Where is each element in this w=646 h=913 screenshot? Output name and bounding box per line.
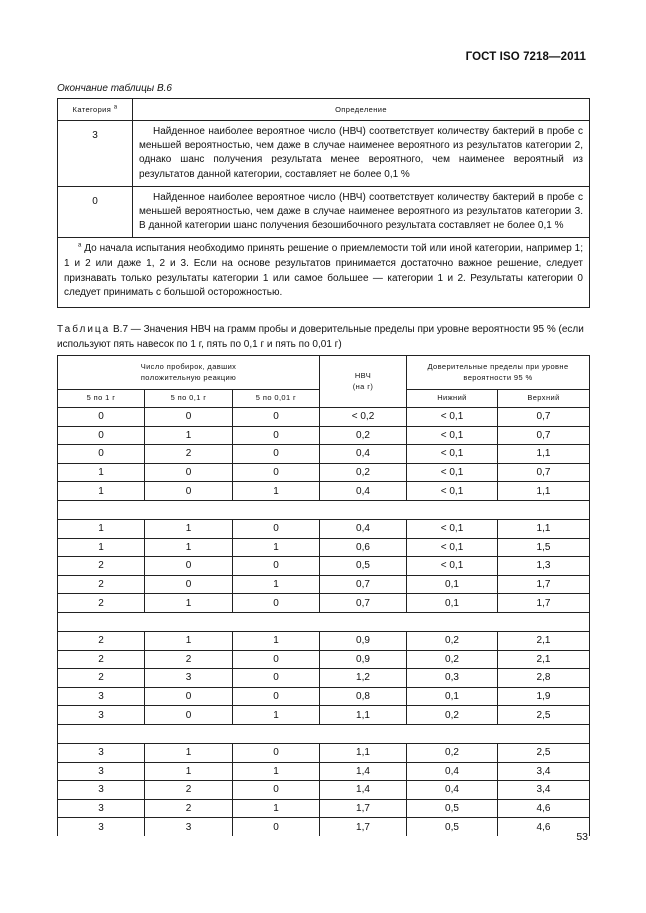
mpn-cell: 0,9 xyxy=(320,650,407,669)
col-001g-cell: 1 xyxy=(233,575,320,594)
col-01g-cell: 0 xyxy=(145,706,233,725)
lower-limit-cell: 0,4 xyxy=(407,781,498,800)
col-01g-cell: 0 xyxy=(145,557,233,576)
mpn-cell: 0,4 xyxy=(320,482,407,501)
upper-limit-cell: 1,5 xyxy=(498,538,590,557)
col-01g-cell: 1 xyxy=(145,426,233,445)
table-row xyxy=(58,575,590,594)
lower-limit-cell: 0,1 xyxy=(407,594,498,613)
col-1g-cell: 2 xyxy=(58,594,145,613)
mpn-cell: 1,7 xyxy=(320,818,407,836)
col-001g-cell: 0 xyxy=(233,743,320,762)
upper-limit-cell: 0,7 xyxy=(498,408,590,427)
definition-header: Определение xyxy=(133,99,590,121)
col-001g-cell: 0 xyxy=(233,650,320,669)
col-1g-cell: 1 xyxy=(58,538,145,557)
upper-limit-header: Верхний xyxy=(498,390,590,408)
upper-limit-cell: 3,4 xyxy=(498,762,590,781)
col-01g-cell: 1 xyxy=(145,538,233,557)
mpn-cell: 1,4 xyxy=(320,762,407,781)
mpn-cell: 1,1 xyxy=(320,743,407,762)
col-001g-cell: 1 xyxy=(233,631,320,650)
table-row xyxy=(58,631,590,650)
col-1g-cell: 3 xyxy=(58,743,145,762)
group-separator-row xyxy=(58,500,590,519)
col-001g-cell: 0 xyxy=(233,818,320,836)
upper-limit-cell: 0,7 xyxy=(498,426,590,445)
table-row xyxy=(58,687,590,706)
lower-limit-cell: < 0,1 xyxy=(407,482,498,501)
category-header: Категория $^а$ xyxy=(58,99,133,121)
table-b6-continuation-caption: Окончание таблицы В.6 xyxy=(57,83,172,94)
mpn-cell: 0,4 xyxy=(320,519,407,538)
lower-limit-cell: 0,5 xyxy=(407,799,498,818)
lower-limit-cell: 0,1 xyxy=(407,687,498,706)
mpn-cell: 1,2 xyxy=(320,669,407,688)
lower-limit-cell: < 0,1 xyxy=(407,408,498,427)
col-1g-cell: 2 xyxy=(58,631,145,650)
upper-limit-cell: 1,3 xyxy=(498,557,590,576)
definition-cell xyxy=(133,121,590,187)
col-001g-cell: 1 xyxy=(233,538,320,557)
table-b6-end xyxy=(57,98,590,308)
col-1g-cell: 3 xyxy=(58,781,145,800)
col-1g-cell: 0 xyxy=(58,426,145,445)
mpn-cell: 1,1 xyxy=(320,706,407,725)
upper-limit-cell: 1,1 xyxy=(498,519,590,538)
col-1g-cell: 2 xyxy=(58,575,145,594)
table-b7-body xyxy=(58,408,590,836)
table-row xyxy=(58,186,590,238)
definition-text: Найденное наиболее вероятное число (НВЧ) соответствует количеству бактерий в пробе с меньшей вероятностью, чем даже в случае наименее вероятного из результатов категории 3. В данной категории шанс получения безошибочного результата составляет не более 0,1 % xyxy=(139,191,583,232)
col-1g-cell: 2 xyxy=(58,557,145,576)
mpn-cell: 0,4 xyxy=(320,445,407,464)
col-001g-cell: 0 xyxy=(233,408,320,427)
col-01g-header: 5 по 0,1 г xyxy=(145,390,233,408)
mpn-cell: 0,2 xyxy=(320,426,407,445)
category-cell: 3 xyxy=(58,121,133,187)
table-row xyxy=(58,762,590,781)
col-01g-cell: 2 xyxy=(145,650,233,669)
mpn-cell: 0,5 xyxy=(320,557,407,576)
footnote-text: До начала испытания необходимо принять решение о приемлемости той или иной категории, например 1; 1 и 2 или даже 1, 2 и 3. Если на основе результатов принимается достаточно важное решение, следует признавать только результаты категории 1 или самое большее — категории 1 и 2. Результаты категории 0 следует принимать с большой осторожностью. xyxy=(64,243,583,299)
mpn-cell: 0,6 xyxy=(320,538,407,557)
group-separator xyxy=(58,724,590,743)
limits-group-header: Доверительные пределы при уровне вероятности 95 % xyxy=(407,356,590,390)
footnote-marker: а xyxy=(78,243,82,250)
col-01g-cell: 0 xyxy=(145,482,233,501)
col-1g-cell: 1 xyxy=(58,519,145,538)
table-row xyxy=(58,557,590,576)
mpn-unit: (на г) xyxy=(352,381,374,391)
definition-cell xyxy=(133,186,590,238)
col-01g-cell: 0 xyxy=(145,687,233,706)
lower-limit-cell: < 0,1 xyxy=(407,519,498,538)
table-row xyxy=(58,519,590,538)
table-row xyxy=(58,121,590,187)
upper-limit-cell: 1,9 xyxy=(498,687,590,706)
col-01g-cell: 3 xyxy=(145,818,233,836)
table-row xyxy=(58,706,590,725)
col-001g-cell: 0 xyxy=(233,669,320,688)
lower-limit-cell: < 0,1 xyxy=(407,538,498,557)
table-b7 xyxy=(57,355,590,836)
mpn-header xyxy=(320,356,407,408)
upper-limit-cell: 1,7 xyxy=(498,575,590,594)
upper-limit-cell: 1,7 xyxy=(498,594,590,613)
table-b6-header-row xyxy=(58,99,590,121)
table-row xyxy=(58,445,590,464)
table-row xyxy=(58,781,590,800)
col-1g-cell: 0 xyxy=(58,408,145,427)
col-001g-cell: 0 xyxy=(233,519,320,538)
upper-limit-cell: 2,5 xyxy=(498,743,590,762)
col-01g-cell: 2 xyxy=(145,781,233,800)
table-row xyxy=(58,426,590,445)
lower-limit-cell: 0,1 xyxy=(407,575,498,594)
upper-limit-cell: 4,6 xyxy=(498,818,590,836)
col-1g-cell: 3 xyxy=(58,762,145,781)
lower-limit-cell: 0,2 xyxy=(407,631,498,650)
mpn-cell: 0,7 xyxy=(320,575,407,594)
table-number: В.7 xyxy=(113,324,129,335)
definition-text: Найденное наиболее вероятное число (НВЧ) соответствует количеству бактерий в пробе с меньшей вероятностью, чем даже в случае наименее вероятного из результатов категории 2, однако шанс получения результата менее вероятного, чем наименее вероятный из результатов данной категории, составляет не более 0,1 % xyxy=(139,126,583,180)
upper-limit-cell: 2,5 xyxy=(498,706,590,725)
lower-limit-cell: 0,2 xyxy=(407,650,498,669)
table-row xyxy=(58,669,590,688)
col-1g-cell: 3 xyxy=(58,706,145,725)
table-row xyxy=(58,594,590,613)
mpn-label: НВЧ xyxy=(354,371,372,380)
mpn-cell: 1,7 xyxy=(320,799,407,818)
col-01g-cell: 1 xyxy=(145,743,233,762)
group-separator-row xyxy=(58,724,590,743)
table-row xyxy=(58,799,590,818)
upper-limit-cell: 1,1 xyxy=(498,482,590,501)
col-01g-cell: 0 xyxy=(145,463,233,482)
lower-limit-cell: < 0,1 xyxy=(407,557,498,576)
group-separator-row xyxy=(58,612,590,631)
page-number: 53 xyxy=(576,831,588,843)
table-row xyxy=(58,463,590,482)
upper-limit-cell: 2,1 xyxy=(498,650,590,669)
col-1g-cell: 3 xyxy=(58,818,145,836)
col-001g-cell: 1 xyxy=(233,482,320,501)
footnote-marker: а xyxy=(113,104,118,111)
upper-limit-cell: 2,1 xyxy=(498,631,590,650)
col-01g-cell: 2 xyxy=(145,799,233,818)
mpn-cell: 1,4 xyxy=(320,781,407,800)
document-id: ГОСТ ISO 7218—2011 xyxy=(465,51,586,63)
upper-limit-cell: 4,6 xyxy=(498,799,590,818)
table-row xyxy=(58,482,590,501)
col-01g-cell: 1 xyxy=(145,519,233,538)
table-row xyxy=(58,408,590,427)
mpn-cell: < 0,2 xyxy=(320,408,407,427)
group-separator xyxy=(58,612,590,631)
col-1g-header: 5 по 1 г xyxy=(58,390,145,408)
col-01g-cell: 1 xyxy=(145,762,233,781)
col-001g-cell: 0 xyxy=(233,445,320,464)
lower-limit-cell: 0,3 xyxy=(407,669,498,688)
col-1g-cell: 3 xyxy=(58,799,145,818)
group-separator xyxy=(58,500,590,519)
tubes-group-header: Число пробирок, давших положительную реакцию xyxy=(58,356,320,390)
lower-limit-cell: < 0,1 xyxy=(407,463,498,482)
col-1g-cell: 3 xyxy=(58,687,145,706)
col-01g-cell: 0 xyxy=(145,575,233,594)
lower-limit-cell: 0,2 xyxy=(407,743,498,762)
lower-limit-cell: 0,4 xyxy=(407,762,498,781)
mpn-cell: 0,7 xyxy=(320,594,407,613)
lower-limit-cell: < 0,1 xyxy=(407,445,498,464)
mpn-cell: 0,8 xyxy=(320,687,407,706)
table-title: — Значения НВЧ на грамм пробы и доверительные пределы при уровне вероятности 95 % (если используют пять навесок по 1 г, пять по 0,1 г и пять по 0,01 г) xyxy=(57,324,584,350)
table-row xyxy=(58,650,590,669)
table-row xyxy=(58,538,590,557)
footnote-cell xyxy=(58,238,590,307)
col-1g-cell: 1 xyxy=(58,463,145,482)
col-01g-cell: 1 xyxy=(145,594,233,613)
mpn-cell: 0,9 xyxy=(320,631,407,650)
col-001g-cell: 0 xyxy=(233,594,320,613)
table-row xyxy=(58,743,590,762)
footnote-row xyxy=(58,238,590,307)
col-1g-cell: 1 xyxy=(58,482,145,501)
upper-limit-cell: 0,7 xyxy=(498,463,590,482)
lower-limit-cell: < 0,1 xyxy=(407,426,498,445)
col-001g-cell: 0 xyxy=(233,687,320,706)
mpn-cell: 0,2 xyxy=(320,463,407,482)
upper-limit-cell: 1,1 xyxy=(498,445,590,464)
lower-limit-header: Нижний xyxy=(407,390,498,408)
upper-limit-cell: 2,8 xyxy=(498,669,590,688)
col-1g-cell: 0 xyxy=(58,445,145,464)
table-b7-header-row xyxy=(58,356,590,390)
col-001g-cell: 1 xyxy=(233,706,320,725)
category-cell: 0 xyxy=(58,186,133,238)
table-row xyxy=(58,818,590,836)
col-01g-cell: 3 xyxy=(145,669,233,688)
col-1g-cell: 2 xyxy=(58,669,145,688)
lower-limit-cell: 0,5 xyxy=(407,818,498,836)
col-01g-cell: 2 xyxy=(145,445,233,464)
lower-limit-cell: 0,2 xyxy=(407,706,498,725)
upper-limit-cell: 3,4 xyxy=(498,781,590,800)
table-label: Таблица xyxy=(57,324,111,335)
col-001g-cell: 1 xyxy=(233,799,320,818)
col-001g-header: 5 по 0,01 г xyxy=(233,390,320,408)
col-01g-cell: 1 xyxy=(145,631,233,650)
col-001g-cell: 0 xyxy=(233,557,320,576)
table-b7-caption xyxy=(57,323,597,352)
col-001g-cell: 0 xyxy=(233,781,320,800)
col-1g-cell: 2 xyxy=(58,650,145,669)
col-001g-cell: 0 xyxy=(233,426,320,445)
col-001g-cell: 0 xyxy=(233,463,320,482)
col-001g-cell: 1 xyxy=(233,762,320,781)
col-01g-cell: 0 xyxy=(145,408,233,427)
